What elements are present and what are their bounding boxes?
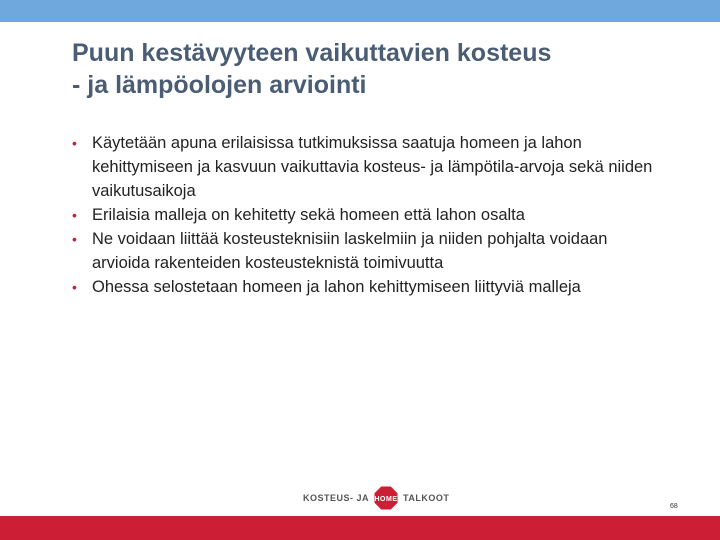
logo-text-mid: JA <box>356 493 370 503</box>
bullet-dot-icon: • <box>72 135 77 151</box>
bullet-text-4: Ohessa selostetaan homeen ja lahon kehittymiseen liittyviä malleja <box>92 278 581 296</box>
logo-sign-text: HOME <box>374 496 398 503</box>
footer-logo <box>303 484 449 512</box>
slide-title <box>72 37 672 101</box>
bullet-item-4 <box>72 275 662 299</box>
bullet-list <box>72 131 662 299</box>
page-number: 68 <box>670 503 678 510</box>
bullet-dot-icon: • <box>72 231 77 247</box>
bullet-text-1: Käytetään apuna erilaisissa tutkimuksissa saatuja homeen ja lahon kehittymiseen ja kasvuun vaikuttavia kosteus- ja lämpötila-arvoja sekä niiden vaikutusaikoja <box>92 134 653 200</box>
bullet-text-2: Erilaisia malleja on kehitetty sekä homeen että lahon osalta <box>92 206 525 224</box>
bullet-dot-icon: • <box>72 279 77 295</box>
slide-title-line-1: Puun kestävyyteen vaikuttavien kosteus <box>72 39 552 67</box>
bottom-accent-bar <box>0 516 720 540</box>
bullet-item-2 <box>72 203 662 227</box>
top-accent-bar <box>0 0 720 22</box>
stop-sign-icon <box>373 485 399 511</box>
bullet-text-3: Ne voidaan liittää kosteusteknisiin laskelmiin ja niiden pohjalta voidaan arvioida rakenteiden kosteusteknistä toimivuutta <box>92 230 608 272</box>
logo-text-left: KOSTEUS- <box>303 493 354 503</box>
bullet-dot-icon: • <box>72 207 77 223</box>
bullet-item-3 <box>72 227 662 275</box>
bullet-item-1 <box>72 131 662 203</box>
logo-text-right: TALKOOT <box>403 493 450 503</box>
slide-title-line-2: - ja lämpöolojen arviointi <box>72 71 367 99</box>
